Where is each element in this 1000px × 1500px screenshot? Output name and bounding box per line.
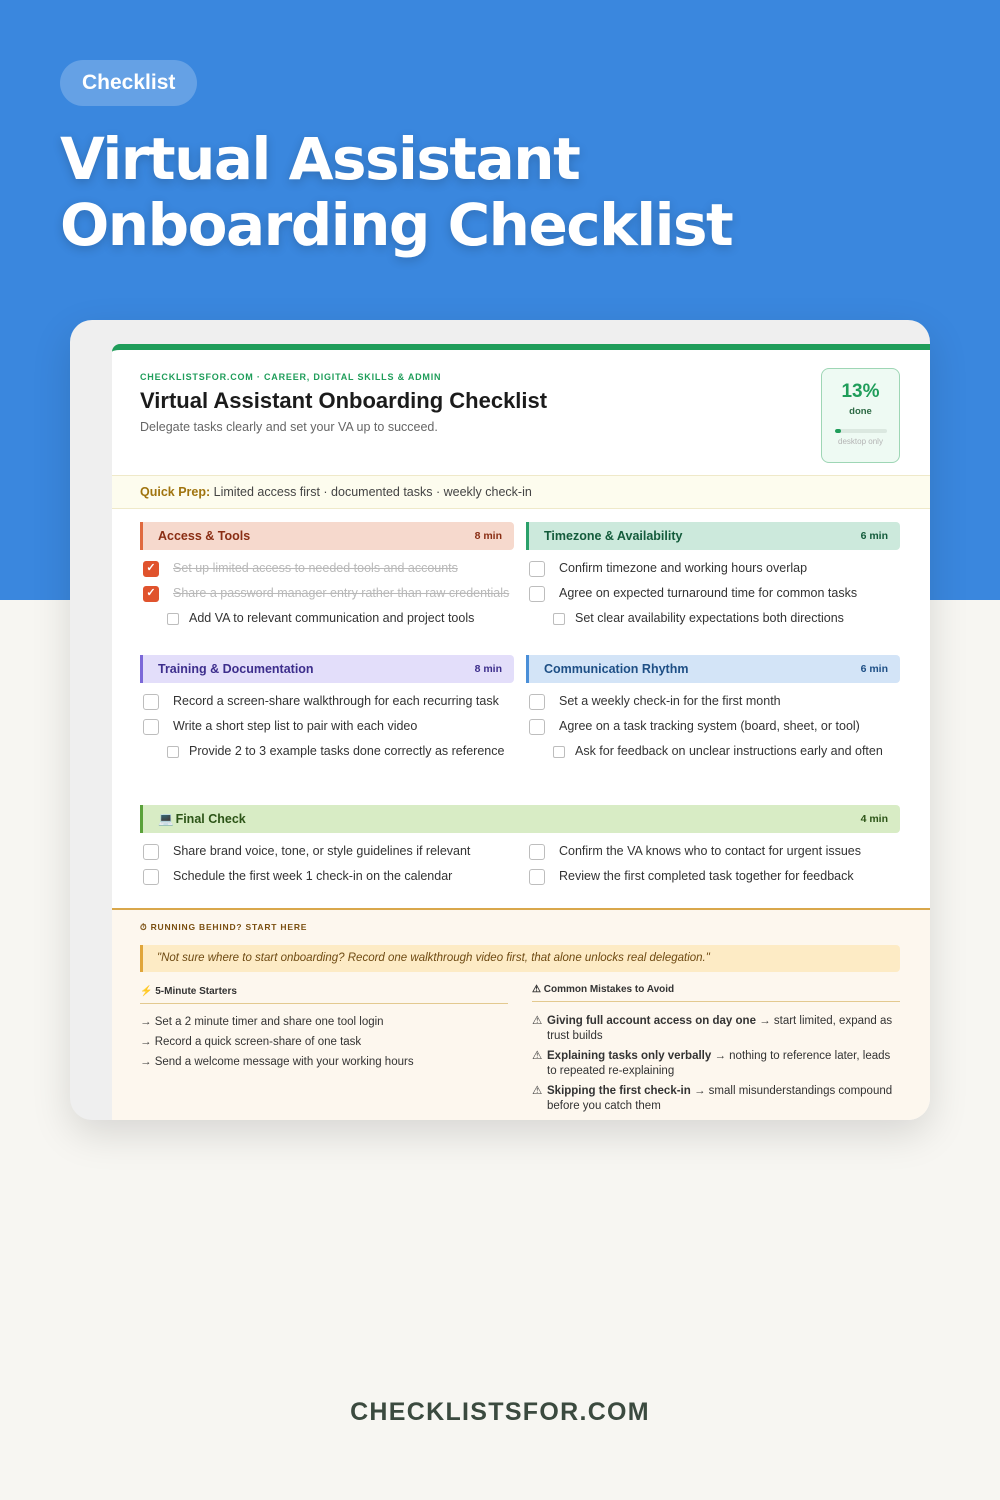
checklist-item[interactable] <box>526 843 900 860</box>
section-minutes: 4 min <box>860 813 888 825</box>
section-items <box>526 560 900 627</box>
section-items <box>140 843 900 893</box>
section-title <box>544 529 682 543</box>
checklist-item-text: Add VA to relevant communication and project tools <box>189 611 475 625</box>
checkbox[interactable] <box>529 719 545 735</box>
section-minutes: 8 min <box>474 530 502 542</box>
starter-item: → Set a 2 minute timer and share one tool login <box>140 1016 384 1028</box>
checkbox[interactable]: ✓ <box>143 561 159 577</box>
checklist-item[interactable] <box>526 585 900 602</box>
starter-item: → Send a welcome message with your working hours <box>140 1056 414 1068</box>
section-items <box>526 693 900 760</box>
checkbox[interactable] <box>529 694 545 710</box>
section-header-communication-rhythm[interactable] <box>526 655 900 683</box>
section-final-check <box>140 805 900 893</box>
section-title-text: Communication Rhythm <box>544 662 689 676</box>
checklist-item-text: Record a screen-share walkthrough for each recurring task <box>173 694 499 708</box>
checklist-item-text: Write a short step list to pair with each video <box>173 719 418 733</box>
section-access-tools <box>140 522 514 635</box>
section-title <box>158 812 246 827</box>
checklist-item-text: Agree on expected turnaround time for common tasks <box>559 586 858 600</box>
progress-percent: 13% <box>841 381 880 402</box>
checkbox[interactable] <box>143 844 159 860</box>
checklist-item[interactable] <box>553 743 900 760</box>
progress-bar <box>835 429 887 433</box>
section-training-documentation <box>140 655 514 768</box>
sheet-eyebrow: CHECKLISTSFOR.COM · CAREER, DIGITAL SKILLS & ADMIN <box>140 372 442 382</box>
hero-title: Virtual Assistant Onboarding Checklist <box>60 125 733 259</box>
checklist-item[interactable] <box>140 868 514 885</box>
checklist-item-text: Agree on a task tracking system (board, sheet, or tool) <box>559 719 860 733</box>
sheet-title: Virtual Assistant Onboarding Checklist <box>140 388 548 413</box>
checklist-item[interactable] <box>167 743 514 760</box>
mistake-text <box>547 1014 900 1044</box>
checkbox[interactable] <box>143 694 159 710</box>
checklist-item[interactable] <box>140 560 514 577</box>
progress-done-label: done <box>849 406 872 417</box>
laptop-icon: 💻 <box>158 811 174 826</box>
checkbox[interactable] <box>143 869 159 885</box>
checklist-item[interactable] <box>553 610 900 627</box>
mistake-item <box>532 1084 900 1114</box>
checklist-item[interactable] <box>526 560 900 577</box>
quick-prep-text: Limited access first · documented tasks · weekly check-in <box>213 485 532 499</box>
quick-prep-bar <box>112 475 930 509</box>
starter-item: → Record a quick screen-share of one task <box>140 1036 362 1048</box>
running-behind-quote: "Not sure where to start onboarding? Record one walkthrough video first, that alone unlocks real delegation." <box>140 945 900 972</box>
preview-frame <box>70 320 930 1120</box>
section-header-timezone-availability[interactable] <box>526 522 900 550</box>
checklist-item-text: Schedule the first week 1 check-in on the calendar <box>173 869 453 883</box>
section-items <box>140 560 514 627</box>
mistake-bold: Skipping the first check-in <box>547 1085 691 1097</box>
checklist-item[interactable] <box>167 610 514 627</box>
checklist-item-text: Provide 2 to 3 example tasks done correctly as reference <box>189 744 505 758</box>
checkbox[interactable] <box>529 586 545 602</box>
checklist-item[interactable] <box>526 693 900 710</box>
mistake-rest: → small misunderstandings compound before you catch them <box>547 1085 893 1112</box>
section-title <box>158 529 250 543</box>
running-behind-panel <box>112 908 930 1120</box>
checklist-item[interactable] <box>140 843 514 860</box>
mistake-item <box>532 1049 900 1079</box>
warning-icon: ⚠ <box>532 1015 543 1027</box>
mistake-item <box>532 1014 900 1044</box>
section-title <box>544 662 688 676</box>
checklist-item-text: Ask for feedback on unclear instructions early and often <box>575 744 883 758</box>
checklist-item[interactable] <box>140 693 514 710</box>
section-header-access-tools[interactable] <box>140 522 514 550</box>
quick-prep-label: Quick Prep: <box>140 485 211 499</box>
checklist-item[interactable] <box>140 585 514 602</box>
checklist-item[interactable] <box>526 868 900 885</box>
section-title-text: Final Check <box>175 811 246 826</box>
checklist-item-text: Review the first completed task together for feedback <box>559 869 854 883</box>
checkbox[interactable] <box>529 844 545 860</box>
checkbox[interactable] <box>553 746 565 758</box>
running-behind-title: ⏱ RUNNING BEHIND? START HERE <box>140 922 308 932</box>
section-minutes: 6 min <box>860 530 888 542</box>
checklist-item-text: Share a password manager entry rather than raw credentials <box>173 586 510 600</box>
checklist-item-text: Confirm the VA knows who to contact for urgent issues <box>559 844 861 858</box>
checkbox[interactable] <box>143 719 159 735</box>
warning-icon: ⚠ <box>532 1085 543 1097</box>
progress-bar-fill <box>835 429 842 433</box>
mistake-bold: Explaining tasks only verbally <box>547 1050 712 1062</box>
sheet-header <box>112 350 930 475</box>
mistake-rest: → nothing to reference later, leads to repeated re-explaining <box>547 1050 891 1077</box>
progress-note: desktop only <box>838 437 883 446</box>
section-minutes: 6 min <box>860 663 888 675</box>
mistake-text <box>547 1049 900 1079</box>
section-minutes: 8 min <box>474 663 502 675</box>
checklist-item-text: Set a weekly check-in for the first month <box>559 694 781 708</box>
checklist-item[interactable] <box>140 718 514 735</box>
checklist-item-text: Set up limited access to needed tools and accounts <box>173 561 458 575</box>
progress-card <box>821 368 900 463</box>
checkbox[interactable] <box>553 613 565 625</box>
mistake-rest: → start limited, expand as trust builds <box>547 1015 893 1042</box>
category-pill: Checklist <box>60 60 197 106</box>
section-header-final-check[interactable] <box>140 805 900 833</box>
checklist-item-text: Confirm timezone and working hours overlap <box>559 561 808 575</box>
checkbox[interactable]: ✓ <box>143 586 159 602</box>
checklist-item-text: Share brand voice, tone, or style guidelines if relevant <box>173 844 471 858</box>
mistakes-title: ⚠ Common Mistakes to Avoid <box>532 984 900 1002</box>
section-communication-rhythm <box>526 655 900 768</box>
checkbox[interactable] <box>529 561 545 577</box>
checkbox[interactable] <box>529 869 545 885</box>
section-items <box>140 693 514 760</box>
section-title-text: Access & Tools <box>158 529 251 543</box>
warning-icon: ⚠ <box>532 1050 543 1062</box>
checklist-item-text: Set clear availability expectations both directions <box>575 611 844 625</box>
mistake-text <box>547 1084 900 1114</box>
checkbox[interactable] <box>167 613 179 625</box>
section-timezone-availability <box>526 522 900 635</box>
mistake-bold: Giving full account access on day one <box>547 1015 756 1027</box>
starters-title: ⚡ 5-Minute Starters <box>140 986 508 1004</box>
checklist-item[interactable] <box>526 718 900 735</box>
section-title-text: Training & Documentation <box>158 662 314 676</box>
checkbox[interactable] <box>167 746 179 758</box>
checklist-sheet <box>112 344 930 1120</box>
section-title-text: Timezone & Availability <box>544 529 683 543</box>
sheet-subtitle: Delegate tasks clearly and set your VA up to succeed. <box>140 420 438 434</box>
footer-brand: CHECKLISTSFOR.COM <box>350 1398 650 1426</box>
section-header-training-documentation[interactable] <box>140 655 514 683</box>
section-title <box>158 662 314 676</box>
